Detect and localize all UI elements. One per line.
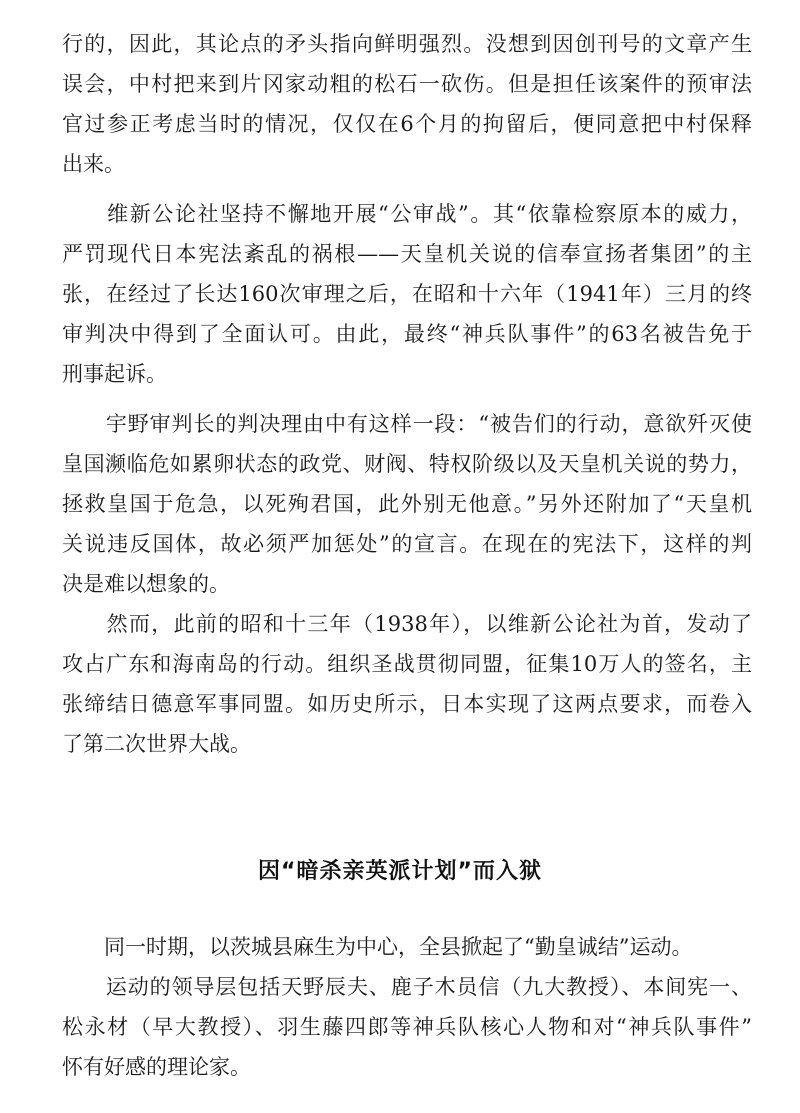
text-line: 维新公论社坚持不懈地开展“公审战”。其“依靠检察原本的威力， — [62, 202, 752, 226]
text-line: 了第二次世界大战。 — [62, 732, 251, 756]
text-line: 官过参正考虑当时的情况，仅仅在6个月的拘留后，便同意把中村保释 — [62, 112, 752, 136]
text-line: 决是难以想象的。 — [62, 572, 230, 596]
text-line: 皇国濒临危如累卵状态的政党、财阀、特权阶级以及天皇机关说的势力， — [62, 452, 752, 476]
text-line: 松永材（早大教授）、羽生藤四郎等神兵队核心人物和对“神兵队事件” — [62, 1015, 752, 1039]
text-line: 张缔结日德意军事同盟。如历史所示，日本实现了这两点要求，而卷入 — [62, 692, 752, 716]
text-line: 出来。 — [62, 152, 125, 176]
section-heading: 因“暗杀亲英派计划”而入狱 — [258, 859, 542, 884]
text-line: 刑事起诉。 — [62, 362, 167, 386]
text-line: 误会，中村把来到片冈家动粗的松石一砍伤。但是担任该案件的预审法 — [62, 72, 752, 96]
text-line: 宇野审判长的判决理由中有这样一段：“被告们的行动，意欲歼灭使 — [62, 412, 752, 436]
section-1-body — [62, 24, 752, 764]
text-line: 拯救皇国于危急，以死殉君国，此外别无他意。”另外还附加了“天皇机 — [62, 492, 752, 516]
text-line: 攻占广东和海南岛的行动。组织圣战贯彻同盟，征集10万人的签名，主 — [62, 652, 752, 676]
text-line: 然而，此前的昭和十三年（1938年），以维新公论社为首，发动了 — [62, 612, 752, 636]
text-line: 怀有好感的理论家。 — [62, 1055, 251, 1079]
text-line: 关说违反国体，故必须严加惩处”的宣言。在现在的宪法下，这样的判 — [62, 532, 752, 556]
section-2-body — [62, 927, 752, 1107]
text-line: 审判决中得到了全面认可。由此，最终“神兵队事件”的63名被告免于 — [62, 322, 752, 346]
text-line: 同一时期，以茨城县麻生为中心，全县掀起了“勤皇诚结”运动。 — [62, 935, 693, 959]
text-line: 严罚现代日本宪法紊乱的祸根——天皇机关说的信奉宣扬者集团”的主 — [62, 242, 752, 266]
text-line: 张，在经过了长达160次审理之后，在昭和十六年（1941年）三月的终 — [62, 282, 752, 306]
text-line: 运动的领导层包括天野辰夫、鹿子木员信（九大教授）、本间宪一、 — [62, 975, 752, 999]
text-line: 行的，因此，其论点的矛头指向鲜明强烈。没想到因创刊号的文章产生 — [62, 32, 752, 56]
